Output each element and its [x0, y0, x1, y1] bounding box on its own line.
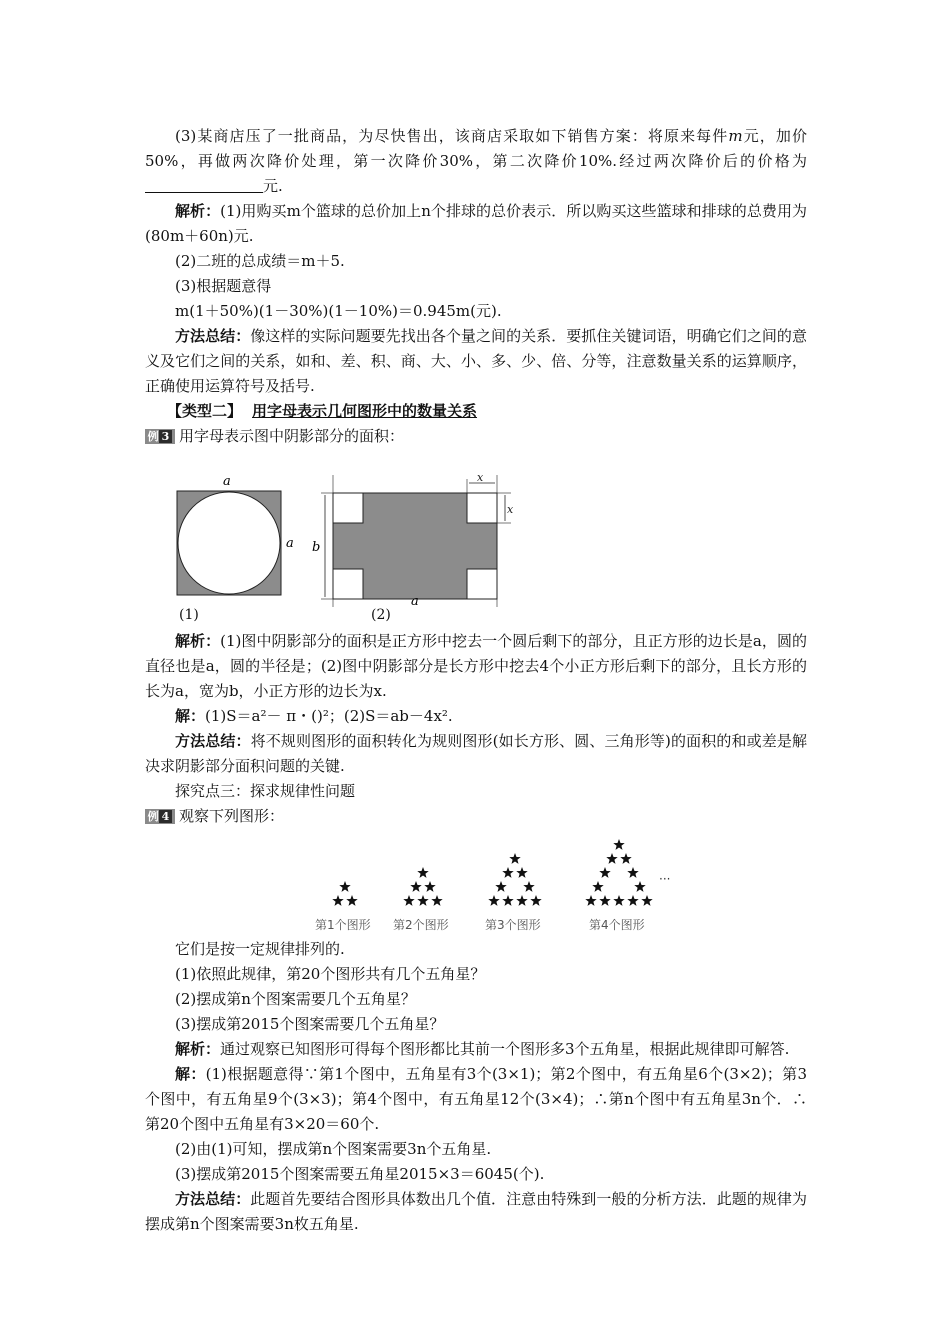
star-icon: [523, 881, 534, 892]
solution-4: m(1＋50%)(1－30%)(1－10%)＝0.945m(元).: [175, 302, 502, 320]
solution-3: (3)根据题意得: [175, 277, 272, 295]
star-icon: [516, 895, 527, 906]
star-icon: [641, 895, 652, 906]
star-icon: [585, 895, 596, 906]
question-3: (3)摆成第2015个图案需要几个五角星？: [175, 1015, 445, 1033]
star-icon: [410, 881, 421, 892]
star-icon: [502, 895, 513, 906]
example-3-solution: [145, 704, 807, 729]
var-m: m: [728, 127, 743, 145]
figure-captions: [145, 607, 807, 629]
example-3-analysis: [145, 629, 807, 704]
method-summary-4: [145, 1187, 807, 1237]
problem-3-part-a: (3)某商店压了一批商品，为尽快售出，该商店采取如下销售方案：将原来每件: [175, 127, 729, 145]
star-icon: [530, 895, 541, 906]
example-badge: [145, 429, 175, 444]
star-icon: [620, 853, 631, 864]
figure-2-label-x-top: x: [477, 471, 484, 484]
example-badge: [145, 809, 175, 824]
star-icon: [606, 853, 617, 864]
method-label: 方法总结：: [175, 732, 251, 750]
star-icon: [516, 867, 527, 878]
method-label: 方法总结：: [175, 1190, 251, 1208]
method-summary-1: [145, 324, 807, 399]
figure-2-label-a: a: [411, 594, 419, 607]
analysis-label: 解析：: [175, 1040, 221, 1058]
star-icon: [599, 895, 610, 906]
star-icon: [613, 839, 624, 850]
solution-label: 解：: [175, 707, 206, 725]
figure-2-label-x-right: x: [507, 503, 514, 516]
analysis-text: (1)用购买m个篮球的总价加上n个排球的总价表示．所以购买这些篮球和排球的总费用为(80m＋60n)元.: [145, 202, 807, 245]
star-icon: [424, 881, 435, 892]
analysis-label: 解析：: [175, 202, 221, 220]
analysis-text: (1)图中阴影部分的面积是正方形中挖去一个圆后剩下的部分，且正方形的边长是a，圆的直径也是a，圆的半径是；(2)图中阴影部分是长方形中挖去4个小正方形后剩下的部分，且长方形的长为a，宽为b，小正方形的边长为x.: [145, 632, 807, 700]
method-label: 方法总结：: [175, 327, 251, 345]
star-icon: [592, 881, 603, 892]
example-4-solution-3: (3)摆成第2015个图案需要五角星2015×3＝6045(个).: [175, 1165, 545, 1183]
example-4-analysis: [145, 1037, 807, 1062]
star-pattern-figure: [145, 839, 807, 937]
star-caption-2: 第2个图形: [393, 918, 449, 932]
star-icon: [346, 895, 357, 906]
geometry-figures: [145, 455, 807, 607]
geometry-figures-svg: [145, 455, 807, 607]
example-3: [145, 424, 807, 449]
example-badge-char: 例: [147, 430, 159, 443]
figure-1-label-a-top: a: [223, 474, 231, 489]
problem-3-text: [145, 124, 807, 199]
star-icon: [417, 867, 428, 878]
star-icon: [627, 867, 638, 878]
star-icon: [634, 881, 645, 892]
type-2-label: 【类型二】: [167, 402, 243, 420]
star-icon: [627, 895, 638, 906]
star-icon: [488, 895, 499, 906]
method-text: 像这样的实际问题要先找出各个量之间的关系．要抓住关键词语，明确它们之间的意义及它们之间的关系，如和、差、积、商、大、小、多、少、倍、分等，注意数量关系的运算顺序，正确使用运算符号及括号.: [145, 327, 807, 395]
star-icon: [599, 867, 610, 878]
star-icon: [403, 895, 414, 906]
answer-blank: [145, 178, 263, 193]
explore-point-3: 探究点三：探求规律性问题: [175, 782, 356, 800]
example-badge-num: 4: [159, 810, 173, 823]
figure-1-caption: (1): [179, 607, 199, 623]
star-caption-4: 第4个图形: [589, 918, 645, 932]
star-ellipsis: ···: [659, 872, 671, 886]
example-4-solution-2: (2)由(1)可知，摆成第n个图案需要3n个五角星.: [175, 1140, 492, 1158]
document-page: [145, 124, 807, 1237]
question-intro: 它们是按一定规律排列的.: [175, 940, 345, 958]
method-text: 将不规则图形的面积转化为规则图形(如长方形、圆、三角形等)的面积的和或差是解决求阴影部分面积问题的关键.: [145, 732, 807, 775]
figure-1-label-a-right: a: [286, 536, 294, 551]
star-icon: [502, 867, 513, 878]
example-4: [145, 804, 807, 829]
star-icon: [431, 895, 442, 906]
solution-2: (2)二班的总成绩＝m＋5.: [175, 252, 345, 270]
figure-2-caption: (2): [371, 607, 391, 623]
figure-2-corner-br: [467, 569, 497, 599]
star-icon: [509, 853, 520, 864]
figure-2-label-b: b: [312, 540, 321, 555]
figure-2-corner-tr: [467, 493, 497, 523]
star-icon: [332, 895, 343, 906]
question-1: (1)依照此规律，第20个图形共有几个五角星？: [175, 965, 486, 983]
example-3-text: 用字母表示图中阴影部分的面积：: [179, 427, 405, 445]
star-caption-3: 第3个图形: [485, 918, 541, 932]
example-badge-char: 例: [147, 810, 159, 823]
analysis-label: 解析：: [175, 632, 221, 650]
method-summary-3: [145, 729, 807, 779]
analysis-text: 通过观察已知图形可得每个图形都比其前一个图形多3个五角星，根据此规律即可解答.: [220, 1040, 790, 1058]
solution-text: (1)根据题意得∵第1个图中，五角星有3个(3×1)；第2个图中，有五角星6个(3×2)；第3个图中，有五角星9个(3×3)；第4个图中，有五角星12个(3×4)；∴第n个图中有五角星3n个．∴第20个图中五角星有3×20＝60个.: [145, 1065, 807, 1133]
star-caption-1: 第1个图形: [315, 918, 371, 932]
solution-label: 解：: [175, 1065, 206, 1083]
star-pattern-svg: [145, 839, 807, 937]
solution-1: [145, 199, 807, 249]
star-icon: [339, 881, 350, 892]
star-icon: [495, 881, 506, 892]
figure-2-corner-tl: [333, 493, 363, 523]
problem-3-part-b: 元，加价50%，再做两次降价处理，第一次降价30%，第二次降价10%.经过两次降价后的价格为: [145, 127, 807, 170]
example-badge-num: 3: [159, 430, 173, 443]
type-2-heading: [145, 399, 807, 424]
problem-3-part-c: 元.: [263, 177, 283, 195]
star-icon: [417, 895, 428, 906]
example-4-solution: [145, 1062, 807, 1137]
question-2: (2)摆成第n个图案需要几个五角星？: [175, 990, 416, 1008]
method-text: 此题首先要结合图形具体数出几个值．注意由特殊到一般的分析方法．此题的规律为摆成第n个图案需要3n枚五角星.: [145, 1190, 807, 1233]
type-2-title: 用字母表示几何图形中的数量关系: [252, 402, 478, 420]
solution-text: (1)S＝a²－ π・()²；(2)S＝ab－4x².: [205, 707, 453, 725]
figure-2-corner-bl: [333, 569, 363, 599]
star-icon: [613, 895, 624, 906]
example-4-text: 观察下列图形：: [179, 807, 285, 825]
figure-1-circle: [178, 492, 280, 594]
